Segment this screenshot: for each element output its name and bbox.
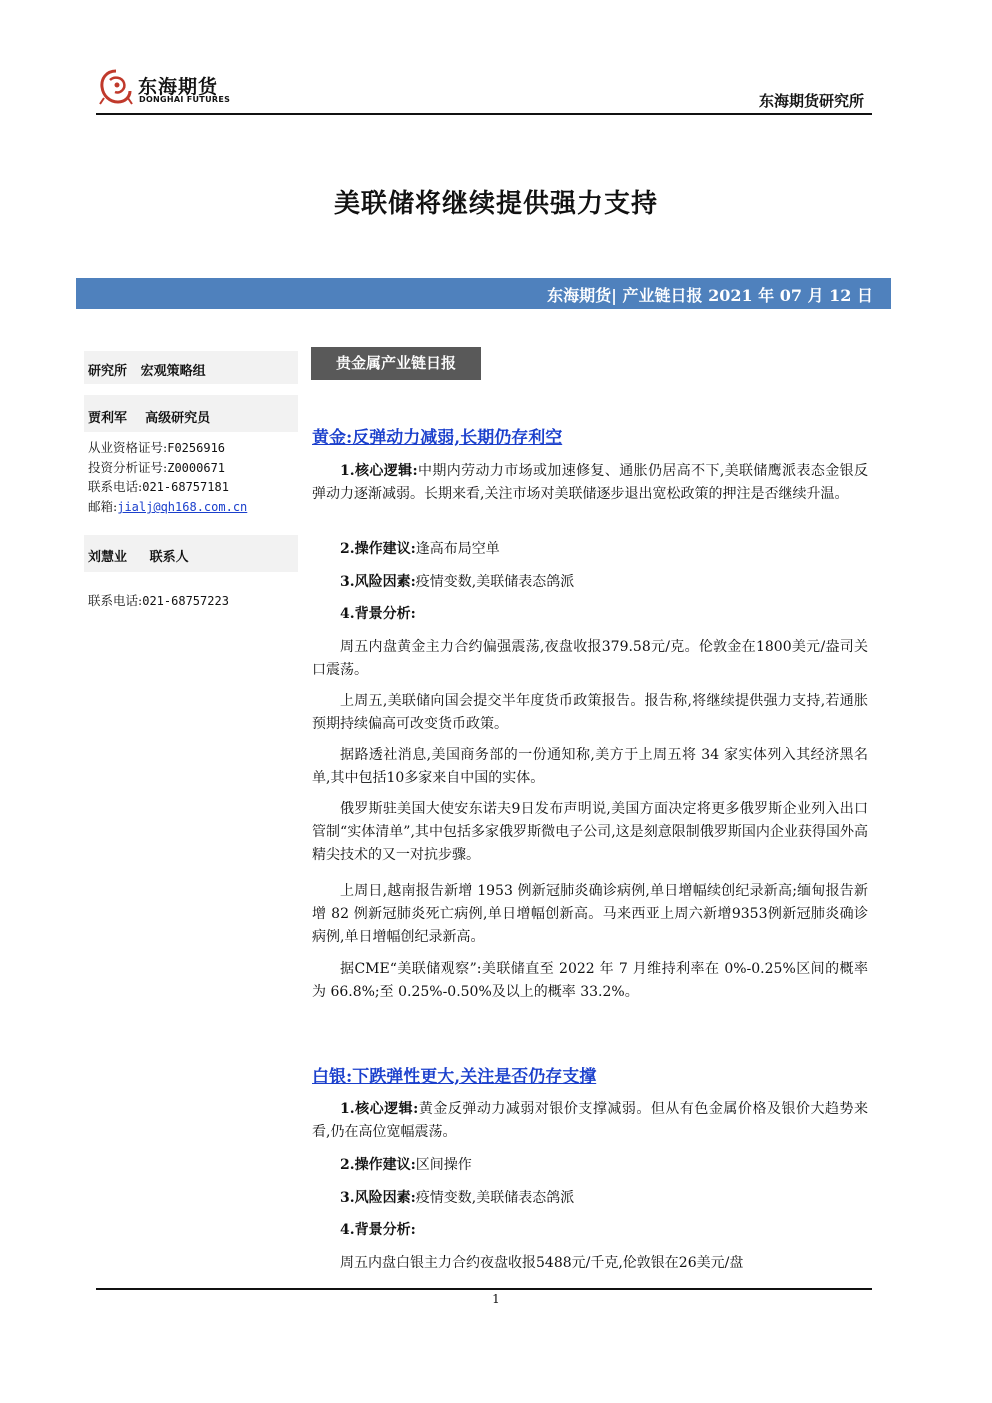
- page-title: 美联储将继续提供强力支持: [333, 189, 658, 219]
- phone1-label: 联系电话:: [88, 479, 143, 494]
- gold-bg-paragraph: 周五内盘黄金主力合约偏强震荡,夜盘收报379.58元/克。伦敦金在1800美元/盎司关口震荡。: [312, 639, 868, 678]
- phone2-value: 021-68757223: [142, 594, 229, 608]
- gold-advice-label: 2.操作建议:: [340, 541, 416, 557]
- gold-bg-label: 4.背景分析:: [340, 606, 416, 622]
- page-number: 1: [492, 1292, 500, 1306]
- silver-heading[interactable]: 白银:下跌弹性更大,关注是否仍存支撑: [312, 1067, 597, 1087]
- gold-bg-paragraph: 上周日,越南报告新增 1953 例新冠肺炎确诊病例,单日增幅续创纪录新高;缅甸报告新增 82 例新冠肺炎死亡病例,单日增幅创新高。马来西亚上周六新增9353例新冠肺炎确诊病例,单日增幅创纪录新高。: [312, 883, 868, 945]
- donghai-logo-icon: [98, 68, 134, 106]
- brand-name: 东海期货: [138, 76, 219, 98]
- gold-bg: [312, 603, 868, 626]
- gold-logic: [312, 460, 868, 506]
- sidebar-invest-cert: [88, 458, 225, 476]
- gold-logic-text: 中期内劳动力市场或加速修复、通胀仍居高不下,美联储鹰派表态金银反弹动力逐渐减弱。长期来看,关注市场对美联储逐步退出宽松政策的押注是否继续升温。: [312, 463, 868, 502]
- silver-bg-label: 4.背景分析:: [340, 1222, 416, 1238]
- silver-logic: [312, 1098, 868, 1144]
- report-banner-text: 东海期货| 产业链日报 2021 年 07 月 12 日: [547, 286, 873, 305]
- silver-advice-text: 区间操作: [415, 1157, 472, 1173]
- silver-logic-label: 1.核心逻辑:: [340, 1101, 419, 1117]
- sidebar-qualification: [88, 438, 225, 456]
- sidebar-analyst2: [88, 546, 189, 565]
- analyst1-name: 贾利军: [88, 411, 128, 426]
- sidebar-dept-group: 宏观策略组: [140, 364, 206, 379]
- header-institute: 东海期货研究所: [758, 92, 864, 110]
- gold-logic-label: 1.核心逻辑:: [340, 463, 418, 479]
- sidebar-dept: [88, 360, 206, 379]
- phone2-label: 联系电话:: [88, 593, 143, 608]
- silver-risk-label: 3.风险因素:: [340, 1190, 416, 1206]
- gold-advice-text: 逢高布局空单: [415, 541, 500, 557]
- qualification-value: F0256916: [167, 441, 226, 455]
- email-link[interactable]: jialj@qh168.com.cn: [117, 500, 248, 514]
- gold-bg-paragraph: 据CME“美联储观察”:美联储直至 2022 年 7 月维持利率在 0%-0.25%区间的概率为 66.8%;至 0.25%-0.50%及以上的概率 33.2%。: [312, 961, 868, 1000]
- gold-risk: [312, 571, 868, 594]
- brand-name-en: DONGHAI FUTURES: [139, 95, 231, 104]
- sidebar-phone1: [88, 477, 229, 495]
- silver-logic-text: 黄金反弹动力减弱对银价支撑减弱。但从有色金属价格及银价大趋势来看,仍在高位宽幅震荡。: [312, 1101, 868, 1140]
- silver-bg: [312, 1219, 868, 1242]
- gold-bg-paragraph: 俄罗斯驻美国大使安东诺夫9日发布声明说,美国方面决定将更多俄罗斯企业列入出口管制“实体清单”,其中包括多家俄罗斯微电子公司,这是刻意限制俄罗斯国内企业获得国外高精尖技术的又一对抗步骤。: [312, 801, 868, 863]
- footer-divider: [96, 1288, 872, 1290]
- analyst2-name: 刘慧业: [88, 550, 128, 565]
- gold-advice: [312, 538, 868, 561]
- section-tag: 贵金属产业链日报: [311, 347, 481, 380]
- silver-risk-text: 疫情变数,美联储表态鸽派: [415, 1190, 575, 1206]
- sidebar-dept-label: 研究所: [88, 364, 128, 379]
- silver-risk: [312, 1187, 868, 1210]
- gold-heading[interactable]: 黄金:反弹动力减弱,长期仍存利空: [312, 428, 563, 448]
- invest-cert-value: Z0000671: [167, 461, 226, 475]
- gold-risk-text: 疫情变数,美联储表态鸽派: [415, 574, 575, 590]
- sidebar-email: [88, 497, 247, 515]
- gold-bg-paragraph: 上周五,美联储向国会提交半年度货币政策报告。报告称,将继续提供强力支持,若通胀预期持续偏高可改变货币政策。: [312, 693, 868, 732]
- report-banner: [76, 278, 891, 309]
- sidebar-phone2: [88, 591, 229, 609]
- analyst2-role: 联系人: [149, 550, 189, 565]
- invest-cert-label: 投资分析证号:: [88, 460, 168, 475]
- qualification-label: 从业资格证号:: [88, 440, 168, 455]
- gold-risk-label: 3.风险因素:: [340, 574, 416, 590]
- phone1-value: 021-68757181: [142, 480, 229, 494]
- silver-advice-label: 2.操作建议:: [340, 1157, 416, 1173]
- gold-bg-paragraph: 据路透社消息,美国商务部的一份通知称,美方于上周五将 34 家实体列入其经济黑名单,其中包括10多家来自中国的实体。: [312, 747, 868, 786]
- header-divider: [96, 113, 872, 115]
- analyst1-role: 高级研究员: [145, 411, 211, 426]
- sidebar-analyst1: [88, 407, 210, 426]
- silver-bg-paragraph: 周五内盘白银主力合约夜盘收报5488元/千克,伦敦银在26美元/盘: [340, 1255, 744, 1271]
- email-label: 邮箱:: [88, 499, 118, 514]
- silver-advice: [312, 1154, 868, 1177]
